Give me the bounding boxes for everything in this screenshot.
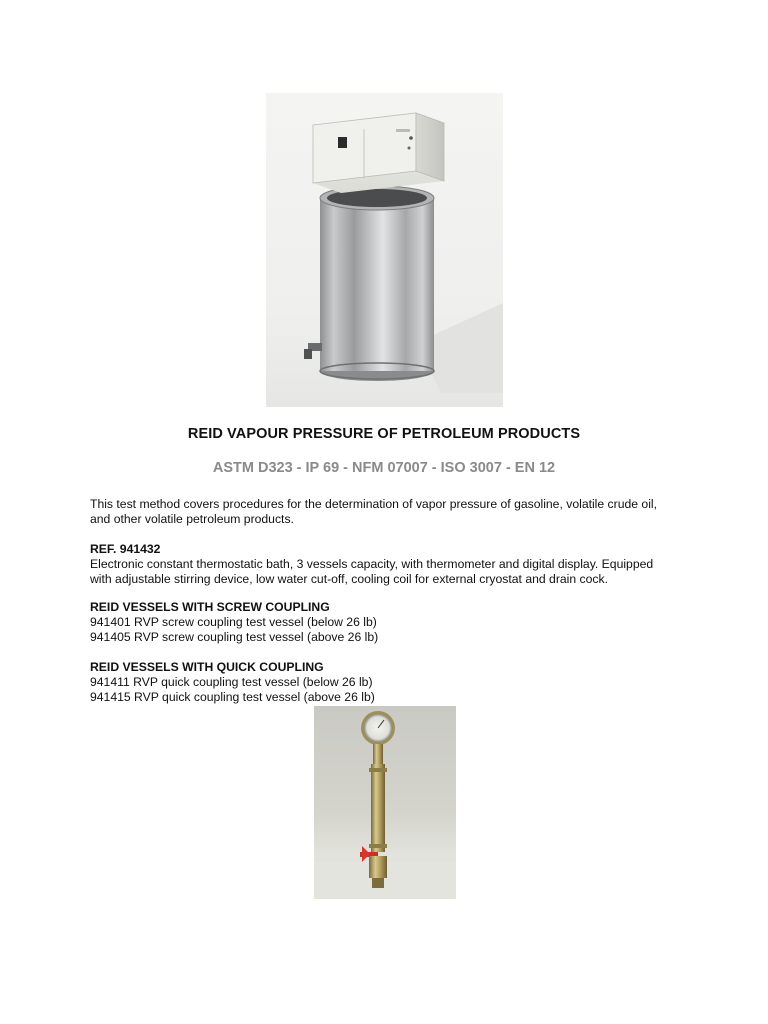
ref-description-line: Electronic constant thermostatic bath, 3 vessels capacity, with thermometer and digital display. Equipped	[90, 557, 654, 571]
quick-coupling-heading: REID VESSELS WITH QUICK COUPLING	[90, 660, 324, 674]
intro-line: This test method covers procedures for the determination of vapor pressure of gasoline, volatile crude oil,	[90, 497, 658, 511]
intro-paragraph	[90, 497, 690, 527]
ref-description-line: with adjustable stirring device, low water cut-off, cooling coil for external cryostat and drain cock.	[90, 572, 608, 586]
rvp-vessel-photo	[314, 706, 456, 899]
ref-heading: REF. 941432	[90, 542, 161, 556]
screw-coupling-item: 941405 RVP screw coupling test vessel (above 26 lb)	[90, 630, 379, 644]
rvp-vessel-illustration	[314, 706, 456, 899]
screw-coupling-item: 941401 RVP screw coupling test vessel (below 26 lb)	[90, 615, 377, 629]
quick-coupling-item: 941415 RVP quick coupling test vessel (above 26 lb)	[90, 690, 375, 704]
thermostatic-bath-photo	[266, 93, 503, 407]
screw-coupling-heading: REID VESSELS WITH SCREW COUPLING	[90, 600, 330, 614]
thermostatic-bath-illustration	[266, 93, 503, 407]
page-title: REID VAPOUR PRESSURE OF PETROLEUM PRODUCTS	[187, 426, 581, 442]
screw-coupling-section	[90, 600, 690, 645]
quick-coupling-item: 941411 RVP quick coupling test vessel (below 26 lb)	[90, 675, 373, 689]
quick-coupling-section	[90, 660, 690, 705]
intro-line: and other volatile petroleum products.	[90, 512, 294, 526]
ref-section	[90, 542, 690, 587]
standards-subtitle: ASTM D323 - IP 69 - NFM 07007 - ISO 3007 - EN 12	[212, 460, 556, 476]
